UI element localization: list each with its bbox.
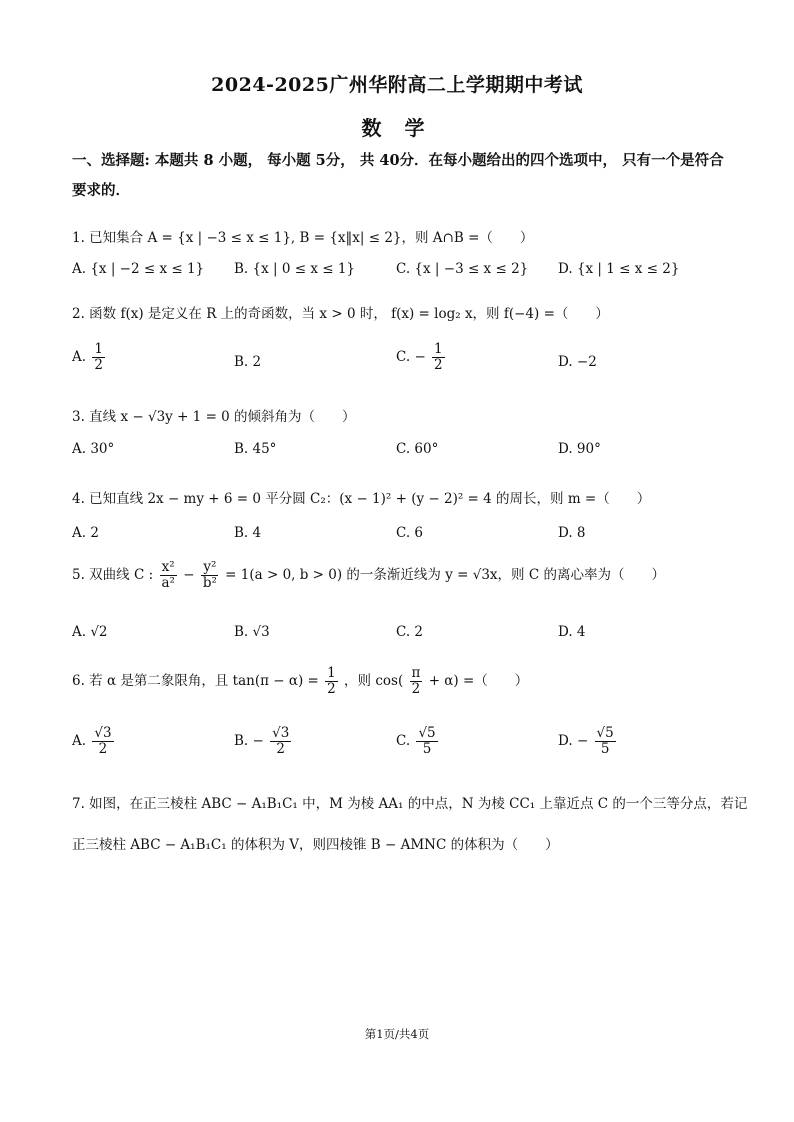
- question-5-stem: [72, 560, 665, 591]
- question-2-option-b: B. 2: [234, 354, 262, 370]
- denominator: 2: [434, 356, 443, 373]
- numerator: √3: [272, 725, 290, 741]
- option-label: C.: [396, 732, 411, 749]
- question-2-option-d: D. −2: [558, 354, 597, 370]
- subject-heading: 数 学: [361, 116, 433, 140]
- question-4-option-d: D. 8: [558, 525, 586, 541]
- stem-text: 6. 若 α 是第二象限角，且 tan(π − α) =: [72, 672, 319, 689]
- fraction: [92, 726, 113, 757]
- numerator: 1: [434, 341, 443, 357]
- question-5-option-b: B. √3: [234, 624, 270, 640]
- fraction-one-half: [325, 666, 338, 697]
- question-6-option-b: [234, 726, 293, 757]
- question-1-option-d: D. {x | 1 ≤ x ≤ 2}: [558, 261, 680, 277]
- denominator: 2: [411, 680, 421, 697]
- denominator: 5: [600, 740, 610, 757]
- numerator: √5: [418, 725, 436, 741]
- question-3-option-b: B. 45°: [234, 441, 277, 457]
- numerator: 1: [327, 665, 336, 681]
- denominator: 2: [94, 356, 103, 373]
- question-6-option-c: [396, 726, 440, 757]
- question-2-option-a: [72, 342, 107, 373]
- numerator: x²: [161, 559, 175, 575]
- denominator: b²: [202, 574, 217, 591]
- question-3-option-c: C. 60°: [396, 441, 439, 457]
- numerator: √5: [596, 725, 614, 741]
- option-label: C.: [396, 348, 411, 365]
- question-7-line-1: 7. 如图，在正三棱柱 ABC − A₁B₁C₁ 中，M 为棱 AA₁ 的中点，N 为棱 CC₁ 上靠近点 C 的一个三等分点，若记: [72, 796, 748, 812]
- question-6-stem: [72, 666, 528, 697]
- option-label: A.: [72, 348, 87, 365]
- question-4-stem: 4. 已知直线 2x − my + 6 = 0 平分圆 C₂：(x − 1)² + (y − 2)² = 4 的周长，则 m =（ ）: [72, 491, 651, 507]
- question-1-option-c: C. {x | −3 ≤ x ≤ 2}: [396, 261, 529, 277]
- minus-sign: −: [576, 732, 589, 749]
- question-1-option-b: B. {x | 0 ≤ x ≤ 1}: [234, 261, 356, 277]
- page-footer: 第1页/共4页: [364, 1027, 430, 1041]
- question-4-option-b: B. 4: [234, 525, 262, 541]
- minus-sign: −: [414, 348, 426, 365]
- question-2-stem: 2. 函数 f(x) 是定义在 R 上的奇函数，当 x > 0 时， f(x) = log₂ x，则 f(−4) =（ ）: [72, 306, 609, 322]
- question-1-option-a: A. {x | −2 ≤ x ≤ 1}: [72, 261, 205, 277]
- denominator: 2: [327, 680, 336, 697]
- stem-text: = 1(a > 0, b > 0) 的一条渐近线为 y = √3x，则 C 的离心率为（ ）: [225, 566, 665, 583]
- question-2-option-c: [396, 342, 447, 373]
- question-1-stem: 1. 已知集合 A = {x | −3 ≤ x ≤ 1}, B = {x‖x| ≤ 2}，则 A∩B =（ ）: [72, 230, 534, 246]
- stem-text: + α) =（ ）: [428, 672, 529, 689]
- fraction-x-over-a: [159, 560, 176, 591]
- numerator: 1: [94, 341, 103, 357]
- minus-sign: −: [183, 566, 195, 583]
- denominator: 2: [276, 740, 286, 757]
- question-5-option-a: A. √2: [72, 624, 108, 640]
- question-3-option-a: A. 30°: [72, 441, 115, 457]
- section-heading: 一、选择题: 本题共 8 小题， 每小题 5分， 共 40分．在每小题给出的四个选项中， 只有一个是符合要求的．: [72, 152, 724, 199]
- fraction-pi-over-two: [410, 666, 423, 697]
- minus-sign: −: [252, 732, 264, 749]
- fraction: [416, 726, 437, 757]
- exam-title: 2024-2025广州华附高二上学期期中考试: [211, 74, 583, 96]
- fraction-y-over-b: [201, 560, 219, 591]
- question-5-option-d: D. 4: [558, 624, 586, 640]
- question-6-option-d: [558, 726, 618, 757]
- denominator: 2: [98, 740, 108, 757]
- question-4-option-c: C. 6: [396, 525, 424, 541]
- fraction: [432, 342, 445, 373]
- option-label: B.: [234, 732, 249, 749]
- question-3-option-d: D. 90°: [558, 441, 601, 457]
- fraction: [270, 726, 291, 757]
- stem-text: 5. 双曲线 C :: [72, 566, 154, 583]
- question-7-line-2: 正三棱柱 ABC − A₁B₁C₁ 的体积为 V，则四棱锥 B − AMNC 的体积为（ ）: [72, 837, 559, 853]
- option-label: D.: [558, 732, 573, 749]
- fraction: [595, 726, 616, 757]
- question-5-option-c: C. 2: [396, 624, 424, 640]
- question-4-option-a: A. 2: [72, 525, 99, 541]
- question-3-stem: 3. 直线 x − √3y + 1 = 0 的倾斜角为（ ）: [72, 409, 356, 425]
- stem-text: ，则 cos(: [344, 672, 404, 689]
- fraction: [92, 342, 105, 373]
- numerator: √3: [94, 725, 112, 741]
- numerator: y²: [203, 559, 217, 575]
- denominator: 5: [422, 740, 432, 757]
- denominator: a²: [161, 574, 175, 591]
- question-6-option-a: [72, 726, 116, 757]
- numerator: π: [411, 665, 421, 681]
- option-label: A.: [72, 732, 87, 749]
